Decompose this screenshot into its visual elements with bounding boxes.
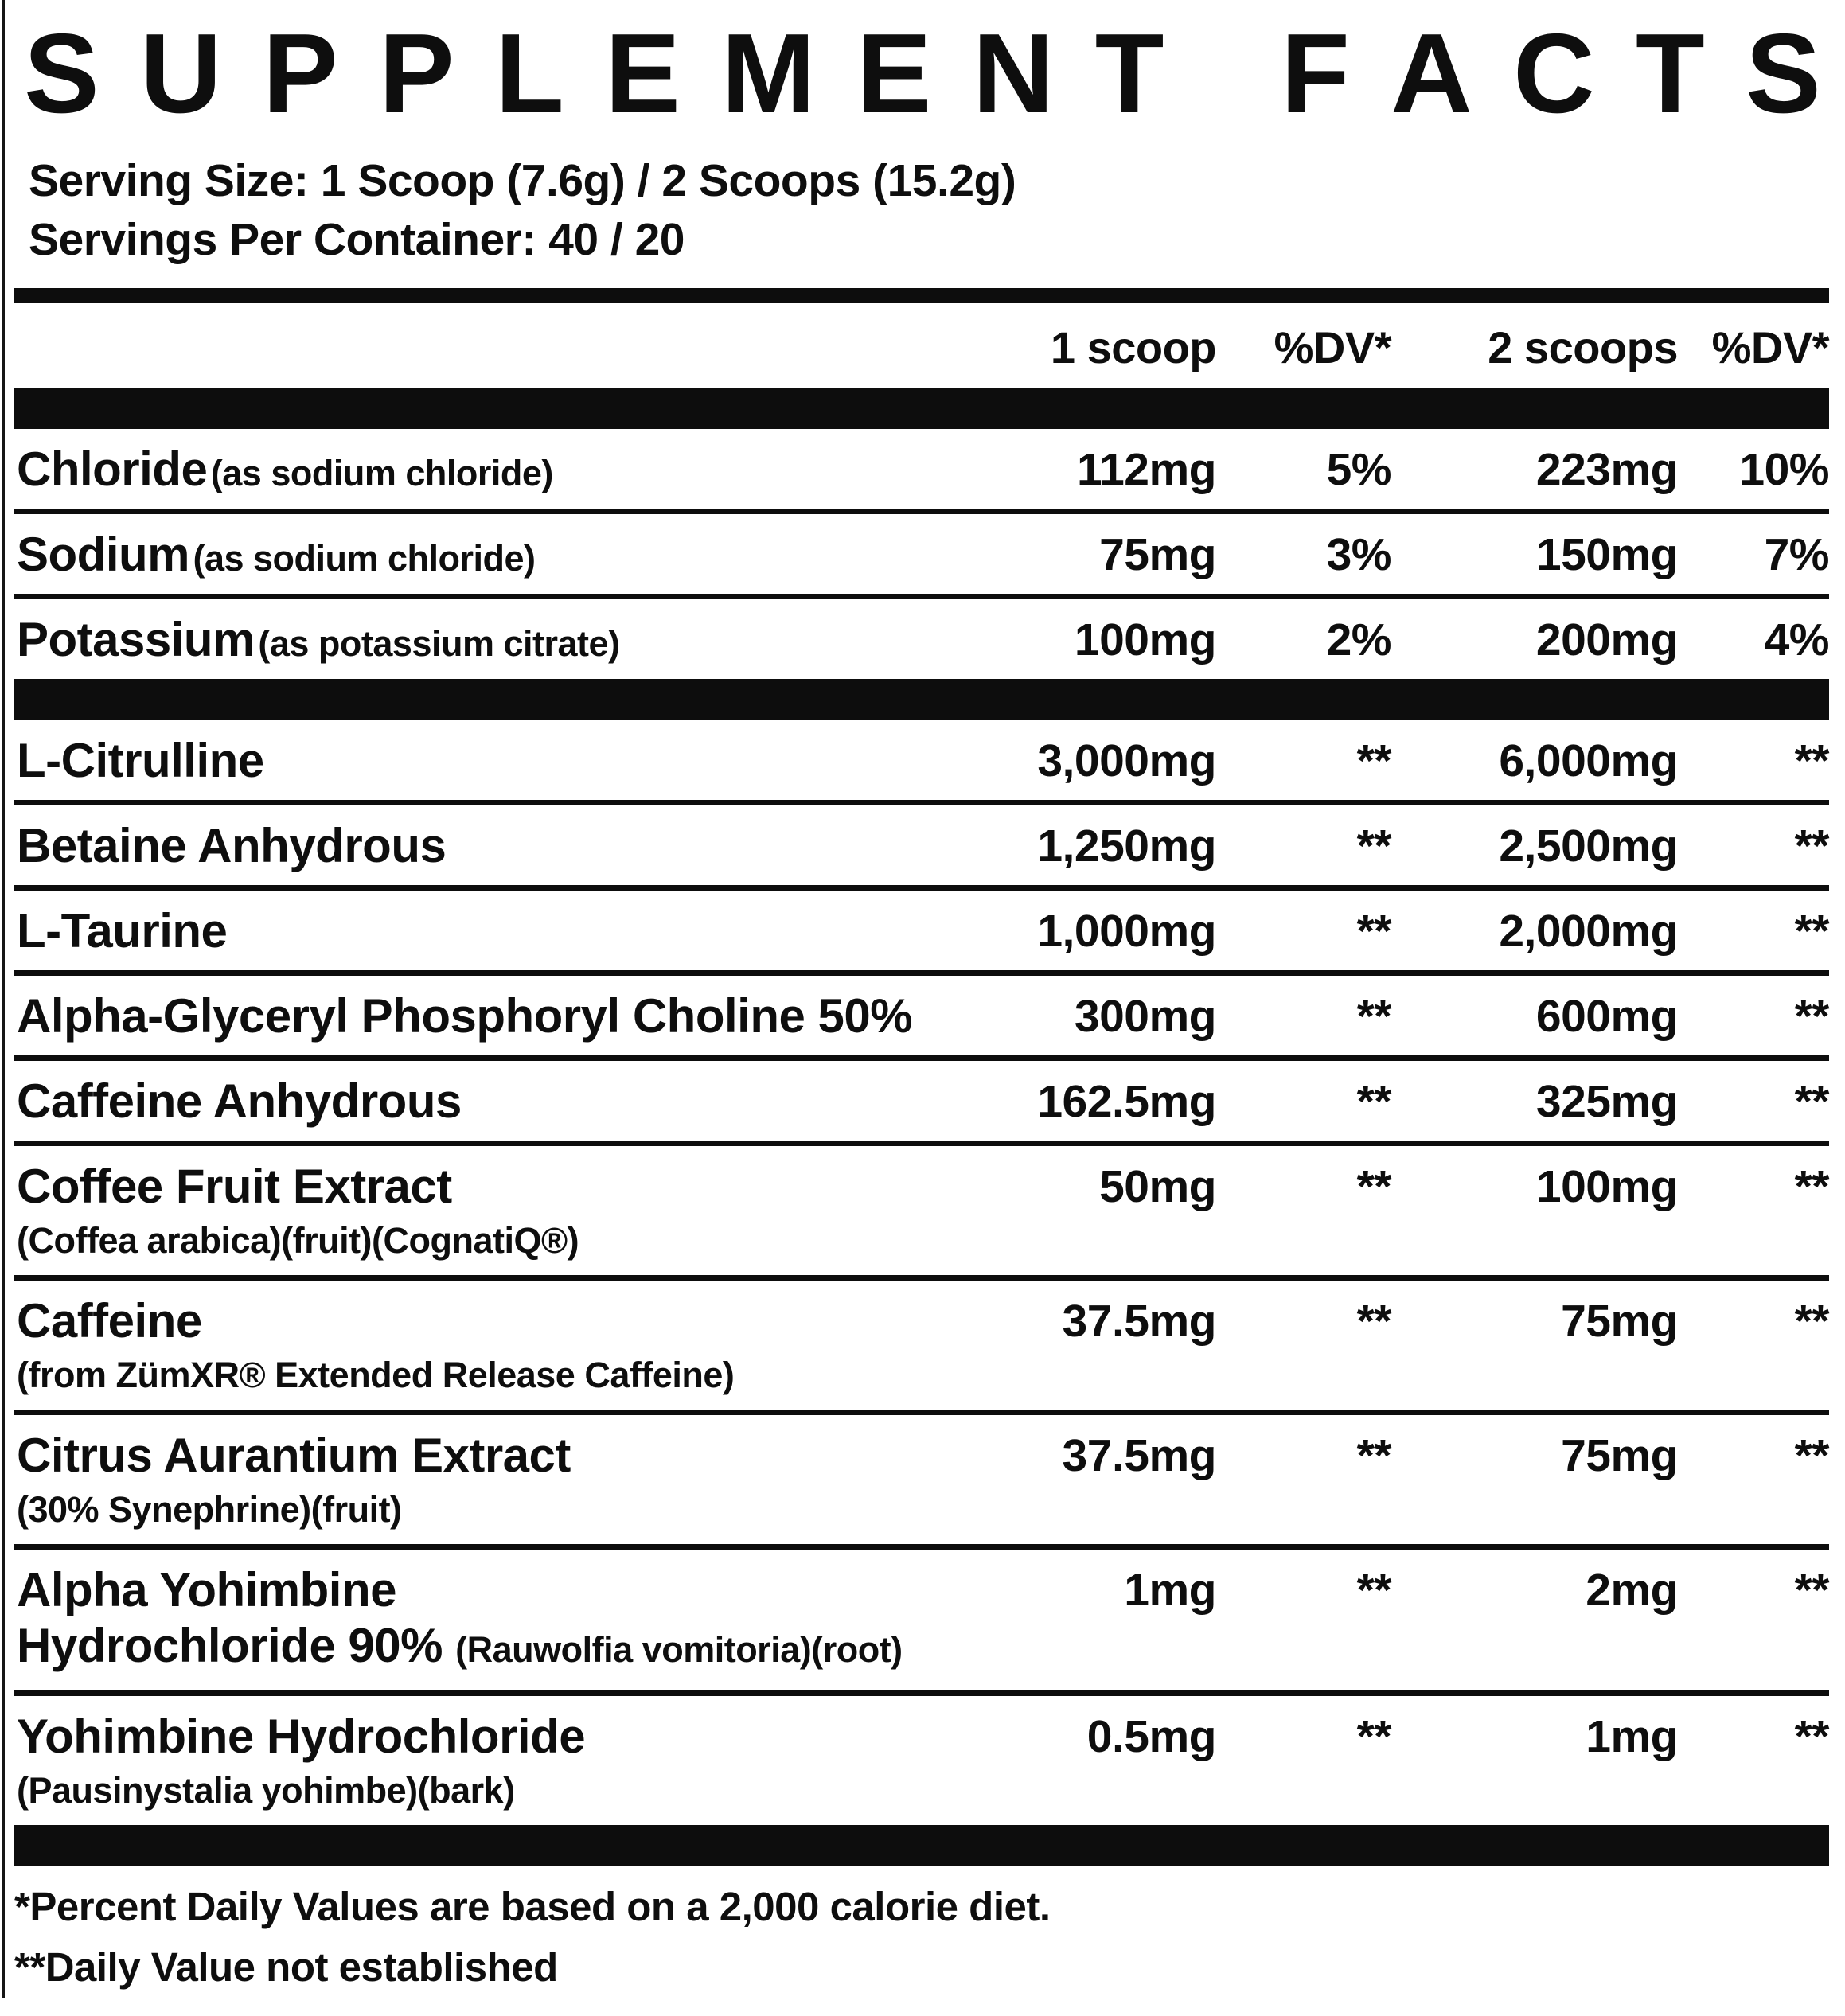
servings-per-container-line: Servings Per Container: 40 / 20 [29, 214, 685, 265]
amount-1-scoop: 0.5mg [1086, 1711, 1216, 1762]
footnote-daily-values: *Percent Daily Values are based on a 2,000 calorie diet. [14, 1884, 1051, 1929]
ingredient-name: Caffeine Anhydrous [17, 1074, 462, 1128]
dv-1-scoop: ** [1356, 1161, 1391, 1212]
dv-1-scoop: ** [1356, 1711, 1391, 1762]
table-row-alpha-gpc [14, 976, 1829, 1055]
amount-1-scoop: 37.5mg [1062, 1430, 1216, 1481]
divider-row [14, 594, 1829, 599]
dv-2-scoops: ** [1794, 906, 1829, 957]
dv-2-scoops: 4% [1764, 614, 1829, 665]
dv-2-scoops: ** [1794, 735, 1829, 786]
ingredient-name: Potassium [17, 613, 255, 666]
dv-1-scoop: ** [1356, 1430, 1391, 1481]
header-2-scoops: 2 scoops [1488, 322, 1678, 372]
ingredient-source: (Coffea arabica)(fruit)(CognatiQ®) [17, 1220, 579, 1261]
divider-row [14, 800, 1829, 805]
divider-thin [14, 288, 1829, 303]
ingredient-name-line2 [17, 1617, 1025, 1679]
dv-1-scoop: ** [1356, 821, 1391, 872]
ingredient-source: (Rauwolfia vomitoria)(root) [455, 1629, 903, 1670]
amount-1-scoop: 112mg [1077, 444, 1216, 495]
amount-2-scoops: 223mg [1535, 444, 1678, 495]
amount-2-scoops: 600mg [1535, 991, 1678, 1042]
divider-row [14, 1055, 1829, 1061]
table-row-potassium [14, 599, 1829, 679]
dv-1-scoop: ** [1356, 735, 1391, 786]
amount-1-scoop: 37.5mg [1062, 1296, 1216, 1347]
table-row-alpha-yohimbine [14, 1550, 1829, 1690]
table-row-yohimbine-hcl [14, 1696, 1829, 1825]
column-header-row [14, 303, 1829, 388]
divider-row [14, 1690, 1829, 1696]
amount-2-scoops: 200mg [1535, 614, 1678, 665]
ingredient-source: (30% Synephrine)(fruit) [17, 1489, 402, 1530]
footnotes [14, 1882, 1829, 2016]
amount-1-scoop: 100mg [1074, 614, 1216, 665]
dv-2-scoops: 7% [1764, 529, 1829, 580]
ingredient-name-cell [14, 1160, 1025, 1263]
divider-thick [14, 679, 1829, 720]
ingredient-name: L-Taurine [17, 904, 228, 957]
amount-2-scoops: 75mg [1561, 1430, 1678, 1481]
ingredient-name-cell [14, 904, 1025, 958]
ingredient-name-cell [14, 613, 1025, 667]
amount-2-scoops: 2mg [1586, 1565, 1678, 1616]
divider-thick [14, 1825, 1829, 1866]
amount-1-scoop: 300mg [1074, 991, 1216, 1042]
amount-2-scoops: 75mg [1561, 1296, 1678, 1347]
divider-row [14, 970, 1829, 976]
amount-2-scoops: 2,000mg [1499, 906, 1678, 957]
amount-1-scoop: 1,000mg [1037, 906, 1216, 957]
dv-1-scoop: 2% [1326, 614, 1391, 665]
dv-2-scoops: ** [1794, 1430, 1829, 1481]
table-row-coffee-fruit-extract [14, 1146, 1829, 1275]
dv-1-scoop: ** [1356, 1296, 1391, 1347]
ingredient-name-cell [14, 819, 1025, 873]
divider-row [14, 885, 1829, 891]
footnote-dv-not-established: **Daily Value not established [14, 1944, 558, 1990]
ingredient-name: Alpha Yohimbine [17, 1563, 396, 1616]
ingredient-name-cell [14, 443, 1025, 497]
table-row-l-taurine [14, 891, 1829, 970]
ingredient-name: L-Citrulline [17, 734, 264, 787]
table-row-chloride [14, 429, 1829, 509]
ingredient-name: Betaine Anhydrous [17, 819, 447, 872]
dv-1-scoop: ** [1356, 1565, 1391, 1616]
divider-row [14, 509, 1829, 514]
dv-2-scoops: 10% [1739, 444, 1829, 495]
ingredient-name-line2-text: Hydrochloride 90% [17, 1619, 443, 1672]
dv-2-scoops: ** [1794, 1076, 1829, 1127]
dv-1-scoop: ** [1356, 1076, 1391, 1127]
ingredient-name-cell [14, 1294, 1025, 1398]
dv-1-scoop: 3% [1326, 529, 1391, 580]
table-row-sodium [14, 514, 1829, 594]
ingredient-name: Chloride [17, 443, 208, 496]
ingredient-name: Sodium [17, 528, 189, 581]
ingredient-name: Caffeine [17, 1294, 202, 1347]
ingredient-source: (from ZümXR® Extended Release Caffeine) [17, 1355, 735, 1395]
divider-row [14, 1141, 1829, 1146]
dv-2-scoops: ** [1794, 1296, 1829, 1347]
table-row-betaine-anhydrous [14, 805, 1829, 885]
header-1-scoop: 1 scoop [1050, 322, 1216, 372]
page-title: S U P P L E M E N T F A C T S [24, 10, 1821, 137]
ingredient-name-cell [14, 1710, 1025, 1813]
ingredient-name: Alpha-Glyceryl Phosphoryl Choline 50% [17, 989, 913, 1043]
ingredient-name-cell [14, 989, 1025, 1043]
table-row-l-citrulline [14, 720, 1829, 800]
table-row-caffeine-anhydrous [14, 1061, 1829, 1141]
ingredient-name: Citrus Aurantium Extract [17, 1429, 571, 1482]
ingredient-name-cell [14, 1563, 1025, 1679]
amount-2-scoops: 6,000mg [1499, 735, 1678, 786]
ingredient-name-cell [14, 528, 1025, 582]
amount-2-scoops: 325mg [1535, 1076, 1678, 1127]
serving-info [14, 151, 1829, 269]
amount-2-scoops: 100mg [1535, 1161, 1678, 1212]
amount-1-scoop: 1,250mg [1037, 821, 1216, 872]
table-row-caffeine-zumxr [14, 1281, 1829, 1410]
divider-thick [14, 388, 1829, 429]
amount-1-scoop: 75mg [1099, 529, 1216, 580]
amount-2-scoops: 1mg [1586, 1711, 1678, 1762]
ingredient-name: Coffee Fruit Extract [17, 1160, 452, 1213]
dv-2-scoops: ** [1794, 821, 1829, 872]
dv-2-scoops: ** [1794, 1161, 1829, 1212]
amount-1-scoop: 1mg [1124, 1565, 1216, 1616]
ingredient-name-cell [14, 1429, 1025, 1532]
ingredient-source: (Pausinystalia yohimbe)(bark) [17, 1770, 515, 1811]
table-row-citrus-aurantium [14, 1415, 1829, 1544]
ingredient-source: (as sodium chloride) [210, 453, 553, 493]
dv-2-scoops: ** [1794, 991, 1829, 1042]
header-dv-1: %DV* [1274, 322, 1391, 372]
divider-row [14, 1410, 1829, 1415]
header-dv-2: %DV* [1711, 322, 1829, 372]
dv-2-scoops: ** [1794, 1711, 1829, 1762]
dv-1-scoop: 5% [1326, 444, 1391, 495]
ingredient-source: (as sodium chloride) [193, 538, 536, 579]
ingredient-source: (as potassium citrate) [258, 623, 620, 664]
amount-2-scoops: 2,500mg [1499, 821, 1678, 872]
serving-size-line: Serving Size: 1 Scoop (7.6g) / 2 Scoops (15.2g) [29, 155, 1016, 206]
amount-1-scoop: 3,000mg [1037, 735, 1216, 786]
ingredient-name-cell [14, 734, 1025, 788]
divider-row [14, 1275, 1829, 1281]
amount-1-scoop: 162.5mg [1037, 1076, 1216, 1127]
divider-row [14, 1544, 1829, 1550]
amount-1-scoop: 50mg [1099, 1161, 1216, 1212]
ingredient-name: Yohimbine Hydrochloride [17, 1710, 586, 1763]
dv-1-scoop: ** [1356, 906, 1391, 957]
ingredient-name-cell [14, 1074, 1025, 1129]
amount-2-scoops: 150mg [1535, 529, 1678, 580]
label-left-edge [2, 0, 5, 1998]
dv-1-scoop: ** [1356, 991, 1391, 1042]
dv-2-scoops: ** [1794, 1565, 1829, 1616]
